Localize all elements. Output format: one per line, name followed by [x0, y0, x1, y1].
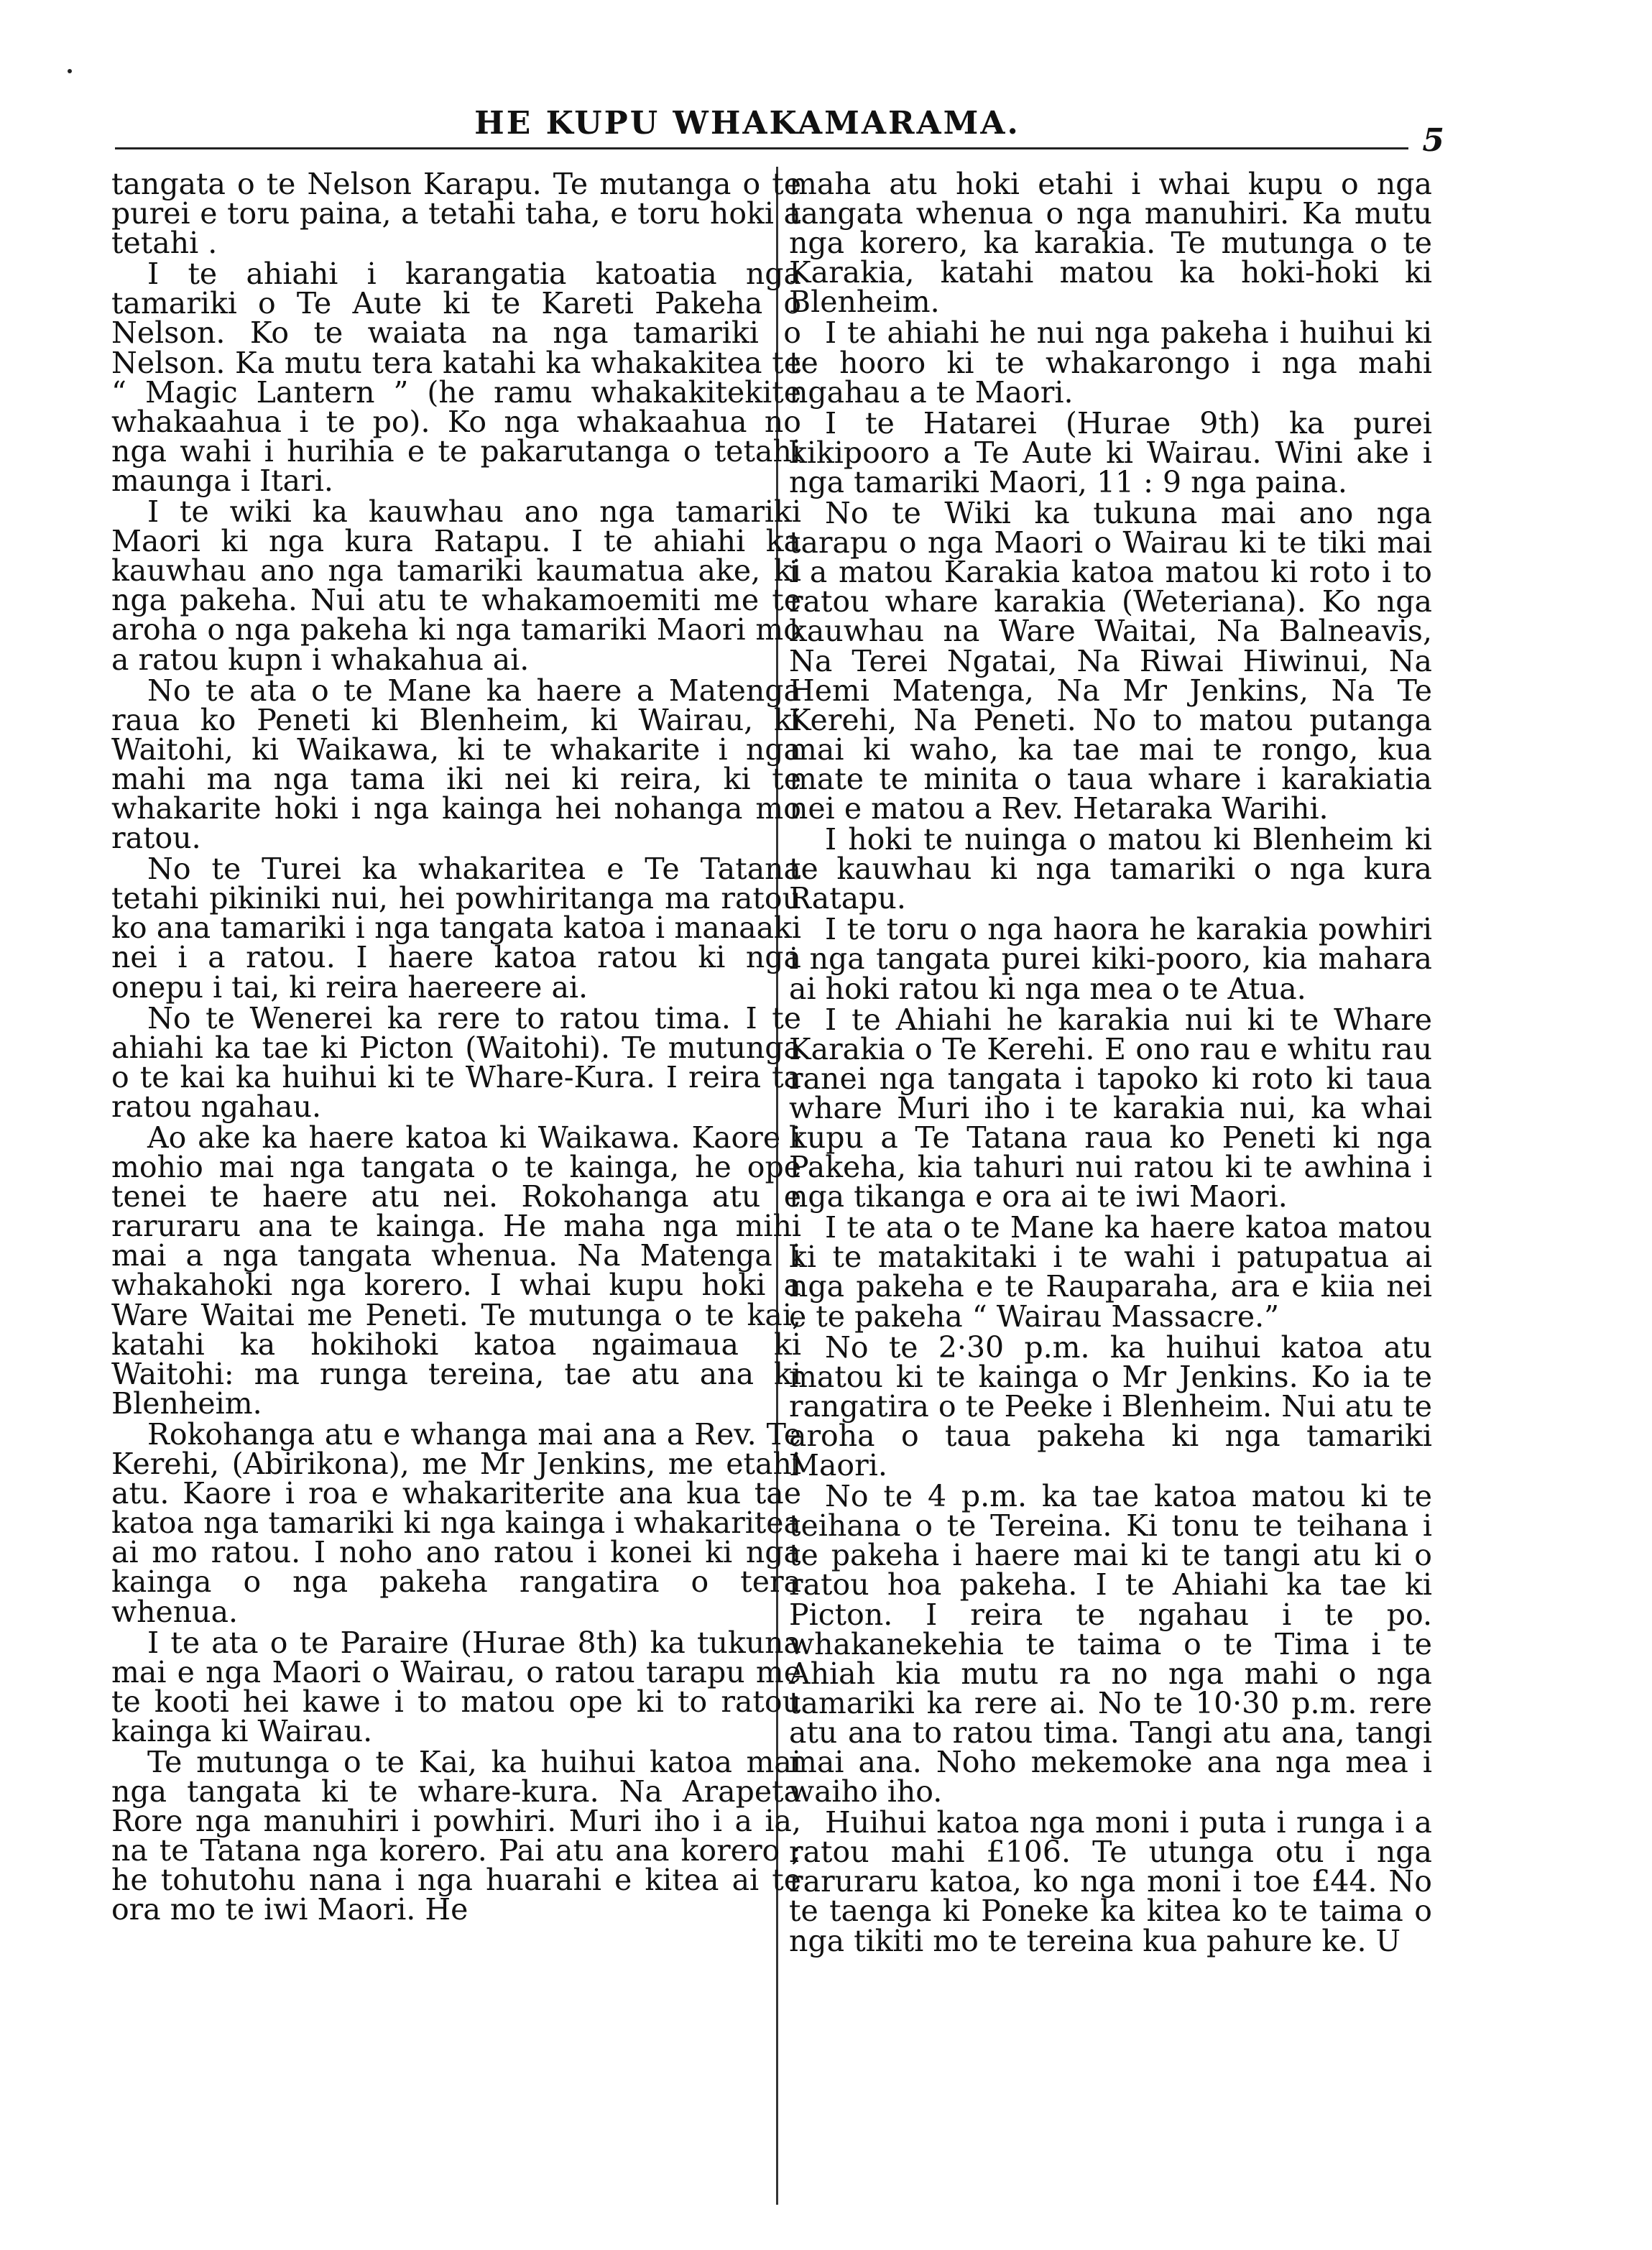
paragraph: I te ata o te Mane ka haere katoa matou ki te matakitaki i te wahi i patupatua ai nga pakeha e te Rauparaha, ara e kiia nei e te pakeha “ Wairau Massacre.” [789, 1210, 1432, 1334]
paragraph: No te 4 p.m. ka tae katoa matou ki te teihana o te Tereina. Ki tonu te teihana i te pakeha i haere mai ki te tangi atu ki o ratou hoa pakeha. I te Ahiahi ka tae ki Picton. I reira te ngahau i te po. whakanekehia te taima o te Tima i te Ahiah kia mutu ra no nga mahi o nga tamariki ka rere ai. No te 10·30 p.m. rere atu ana to ratou tima. Tangi atu ana, tangi mai ana. Noho mekemoke ana nga mea i waiho iho. [789, 1479, 1432, 1809]
paragraph: I te ahiahi he nui nga pakeha i huihui ki te hooro ki te whakarongo i nga mahi ngahau a te Maori. [789, 315, 1432, 410]
paragraph: I hoki te nuinga o matou ki Blenheim ki te kauwhau ki nga tamariki o nga kura Ratapu. [789, 822, 1432, 916]
paragraph: I te Hatarei (Hurae 9th) ka purei kikipooro a Te Aute ki Wairau. Wini ake i nga tamariki Maori, 11 : 9 nga paina. [789, 405, 1432, 499]
running-title: HE KUPU WHAKAMARAMA. [474, 105, 1020, 142]
paragraph: I te wiki ka kauwhau ano nga tamariki Maori ki nga kura Ratapu. I te ahiahi ka kauwhau ano nga tamariki kaumatua ake, ki nga pakeha. Nui atu te whakamoemiti me te aroha o nga pakeha ki nga tamariki Maori mo a ratou kupn i whakahua ai. [111, 494, 801, 677]
page-number: 5 [1422, 122, 1444, 159]
header-rule [115, 147, 1408, 149]
paragraph: No te ata o te Mane ka haere a Matenga raua ko Peneti ki Blenheim, ki Wairau, ki Waitohi, ki Waikawa, ki te whakarite i nga mahi ma nga tama iki nei ki reira, ki te whakarite hoki i nga kainga hei nohanga mo ratou. [111, 673, 801, 856]
paragraph: Huihui katoa nga moni i puta i runga i a ratou mahi £106. Te utunga otu i nga raruraru katoa, ko nga moni i toe £44. No te taenga ki Poneke ka kitea ko te taima o nga tikiti mo te tereina kua pahure ke. U [789, 1805, 1432, 1958]
paragraph: No te Wenerei ka rere to ratou tima. I te ahiahi ka tae ki Picton (Waitohi). Te mutunga o te kai ka huihui ki te Whare-Kura. I reira ta ratou ngahau. [111, 1000, 801, 1124]
paragraph: I te ahiahi i karangatia katoatia nga tamariki o Te Aute ki te Kareti Pakeha o Nelson. Ko te waiata na nga tamariki o Nelson. Ka mutu tera katahi ka whakakitea te “ Magic Lantern ” (he ramu whakakitekite whakaahua i te po). Ko nga whakaahua no nga wahi i hurihia e te pakarutanga o tetahi maunga i Itari. [111, 257, 801, 498]
paragraph: I te Ahiahi he karakia nui ki te Whare Karakia o Te Kerehi. E ono rau e whitu rau ranei nga tangata i tapoko ki roto ki taua whare Muri iho i te karakia nui, ka whai kupu a Te Tatana raua ko Peneti ki nga Pakeha, kia tahuri nui ratou ki te awhina i nga tikanga e ora ai te iwi Maori. [789, 1002, 1432, 1214]
page-speck [68, 69, 72, 73]
paragraph: tangata o te Nelson Karapu. Te mutanga o te purei e toru paina, a tetahi taha, e toru hoki a tetahi . [111, 167, 801, 261]
paragraph: No te 2·30 p.m. ka huihui katoa atu matou ki te kainga o Mr Jenkins. Ko ia te rangatira o te Peeke i Blenheim. Nui atu te aroha o taua pakeha ki nga tamariki Maori. [789, 1329, 1432, 1483]
paragraph: I te ata o te Paraire (Hurae 8th) ka tukuna mai e nga Maori o Wairau, o ratou tarapu me te kooti hei kawe i to matou ope ki to ratou kainga ki Wairau. [111, 1625, 801, 1748]
paragraph: Te mutunga o te Kai, ka huihui katoa mai nga tangata ki te whare-kura. Na Arapeta Rore nga manuhiri i powhiri. Muri iho i a ia, na te Tatana nga korero. Pai atu ana korero ; he tohutohu nana i nga huarahi e kitea ai te ora mo te iwi Maori. He [111, 1744, 801, 1927]
paragraph: I te toru o nga haora he karakia powhiri i nga tangata purei kiki-pooro, kia mahara ai hoki ratou ki nga mea o te Atua. [789, 912, 1432, 1006]
paragraph: maha atu hoki etahi i whai kupu o nga tangata whenua o nga manuhiri. Ka mutu nga korero, ka karakia. Te mutunga o te Karakia, katahi matou ka hoki-hoki ki Blenheim. [789, 167, 1432, 320]
right-column [789, 167, 1432, 1958]
paragraph: Rokohanga atu e whanga mai ana a Rev. Te Kerehi, (Abirikona), me Mr Jenkins, me etahi atu. Kaore i roa e whakariterite ana kua tae katoa nga tamariki ki nga kainga i whakaritea ai mo ratou. I noho ano ratou i konei ki nga kainga o nga pakeha rangatira o tera whenua. [111, 1416, 801, 1629]
left-column [111, 167, 801, 1927]
paragraph: Ao ake ka haere katoa ki Waikawa. Kaore i mohio mai nga tangata o te kainga, he ope tenei te haere atu nei. Rokohanga atu e raruraru ana te kainga. He maha nga mihi mai a nga tangata whenua. Na Matenga i whakahoki nga korero. I whai kupu hoki a Ware Waitai me Peneti. Te mutunga o te kai, katahi ka hokihoki katoa ngaimaua ki Waitohi: ma runga tereina, tae atu ana ki Blenheim. [111, 1120, 801, 1421]
paragraph: No te Turei ka whakaritea e Te Tatana tetahi pikiniki nui, hei powhiritanga ma ratou ko ana tamariki i nga tangata katoa i manaaki nei i a ratou. I haere katoa ratou ki nga onepu i tai, ki reira haereere ai. [111, 852, 801, 1005]
paragraph: No te Wiki ka tukuna mai ano nga tarapu o nga Maori o Wairau ki te tiki mai i a matou Karakia katoa matou ki roto i to ratou whare karakia (Weteriana). Ko nga kauwhau na Ware Waitai, Na Balneavis, Na Terei Ngatai, Na Riwai Hiwinui, Na Hemi Matenga, Na Mr Jenkins, Na Te Kerehi, Na Peneti. No to matou putanga mai ki waho, ka tae mai te rongo, kua mate te minita o taua whare i karakiatia nei e matou a Rev. Hetaraka Warihi. [789, 496, 1432, 826]
